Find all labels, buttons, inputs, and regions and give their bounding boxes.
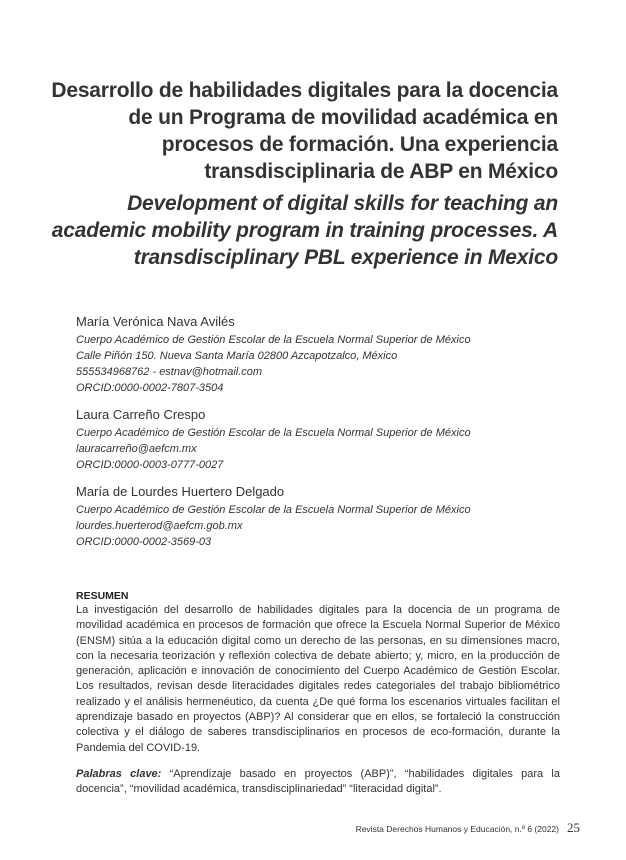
author-affiliation: Cuerpo Académico de Gestión Escolar de la Escuela Normal Superior de México bbox=[76, 334, 471, 346]
title-english: Development of digital skills for teaching an academic mobility program in training processes. A transdisciplinary PBL experience in Mexico bbox=[51, 192, 558, 269]
abstract-text: La investigación del desarrollo de habilidades digitales para la docencia de un programa de movilidad académica en procesos de formación que ofrece la Escuela Normal Superior de México (ENSM) sitúa a la educación digital como un derecho de las personas, en su dimensiones macro, con la necesaria teorización y reflexión colectiva de debate abierto; y, micro, en la producción de generación, aplicación e innovación de conocimiento del Cuerpo Académico de Gestión Escolar. Los resultados, revisan desde literacidades digitales redes categoriales del trabajo bibliométrico realizado y el análisis hermenéutico, da cuenta ¿De qué forma los escenarios virtuales facilitan el aprendizaje basado en proyectos (ABP)? Al considerar que en ellos, se fortaleció la construcción colectiva y el diálogo de saberes transdisciplinarios en procesos de eco-formación, durante la Pandemia del COVID-19. bbox=[76, 604, 560, 754]
author-address: Calle Piñón 150. Nueva Santa María 02800 Azcapotzalco, México bbox=[76, 350, 398, 362]
author-block bbox=[76, 483, 566, 550]
author-orcid: ORCID:0000-0002-3569-03 bbox=[76, 536, 212, 548]
author-email: lauracarreño@aefcm.mx bbox=[76, 443, 197, 455]
page-footer bbox=[356, 820, 580, 838]
page-number: 25 bbox=[567, 820, 580, 835]
author-orcid: ORCID:0000-0003-0777-0027 bbox=[76, 459, 224, 471]
author-name: Laura Carreño Crespo bbox=[76, 407, 206, 422]
author-list bbox=[76, 313, 566, 560]
journal-citation: Revista Derechos Humanos y Educación, n.º 6 (2022) bbox=[355, 824, 559, 834]
keywords bbox=[76, 767, 560, 798]
author-block bbox=[76, 313, 566, 396]
keywords-text: “Aprendizaje basado en proyectos (ABP)”, “habilidades digitales para la docencia”, “movilidad académica, transdisciplinariedad” “literacidad digital”. bbox=[76, 768, 560, 796]
author-orcid: ORCID:0000-0002-7807-3504 bbox=[76, 382, 224, 394]
author-block bbox=[76, 406, 566, 473]
author-email: lourdes.huerterod@aefcm.gob.mx bbox=[76, 520, 243, 532]
title-spanish: Desarrollo de habilidades digitales para la docencia de un Programa de movilidad académica en procesos de formación. Una experiencia transdisciplinaria de ABP en México bbox=[51, 79, 558, 183]
author-contact: 555534968762 - estnav@hotmail.com bbox=[76, 366, 263, 378]
author-name: María de Lourdes Huertero Delgado bbox=[76, 484, 285, 499]
author-affiliation: Cuerpo Académico de Gestión Escolar de la Escuela Normal Superior de México bbox=[76, 427, 471, 439]
author-affiliation: Cuerpo Académico de Gestión Escolar de la Escuela Normal Superior de México bbox=[76, 504, 471, 516]
abstract-section bbox=[76, 589, 560, 756]
author-name: María Verónica Nava Avilés bbox=[76, 314, 235, 329]
keywords-label: Palabras clave: bbox=[76, 768, 162, 780]
abstract-heading: RESUMEN bbox=[76, 590, 129, 602]
